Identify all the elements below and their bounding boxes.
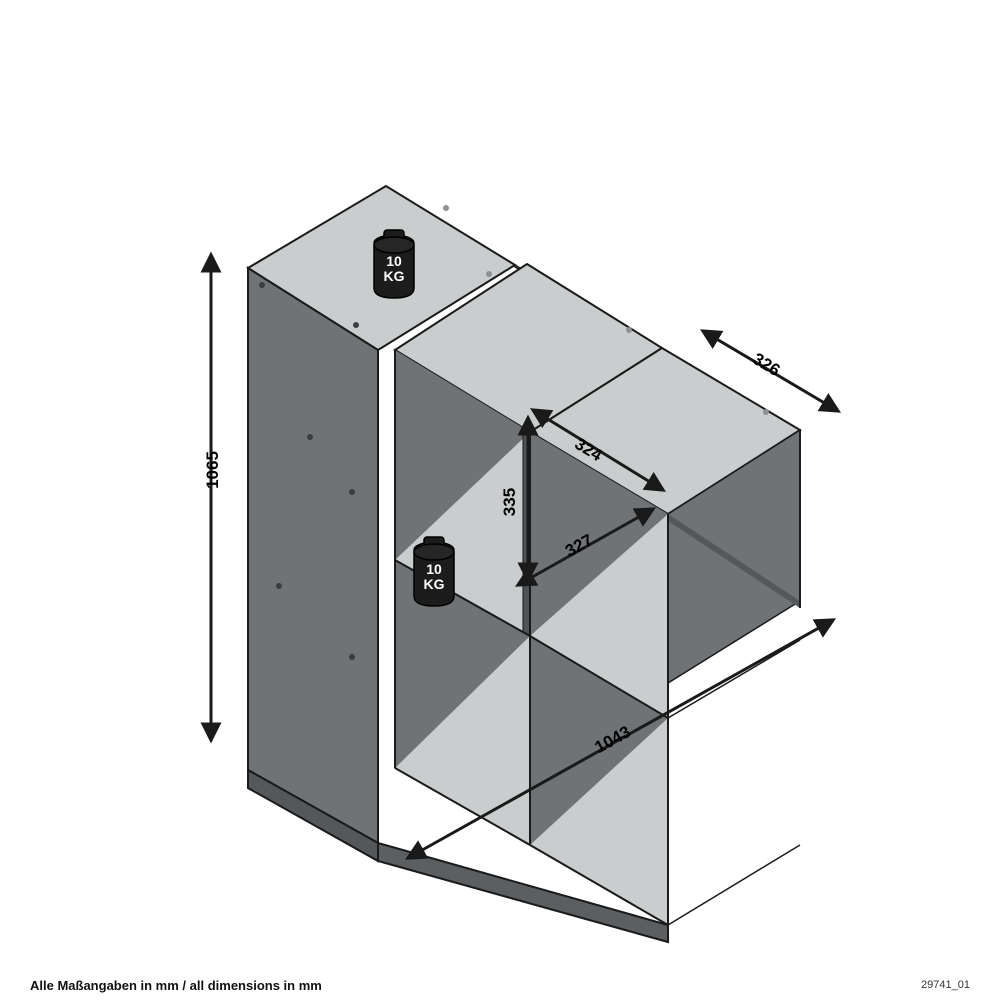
footer-note: Alle Maßangaben in mm / all dimensions in mm bbox=[30, 978, 322, 993]
dowel-hole bbox=[259, 282, 265, 288]
weight-icon-top bbox=[374, 230, 414, 298]
dowel-hole bbox=[349, 654, 355, 660]
dimension-label-height: 1065 bbox=[202, 451, 222, 489]
reference-code: 29741_01 bbox=[921, 979, 970, 991]
weight-icon-shelf bbox=[414, 537, 454, 606]
dowel-hole bbox=[763, 409, 769, 415]
dimension-label-compartment-height: 335 bbox=[500, 487, 520, 517]
dowel-hole bbox=[276, 583, 282, 589]
dowel-hole bbox=[307, 434, 313, 440]
dimension-label-compartment-depth: 324 bbox=[571, 434, 606, 466]
dowel-hole bbox=[349, 489, 355, 495]
weight-unit-top: KG bbox=[383, 268, 405, 284]
dowel-hole bbox=[353, 322, 359, 328]
dimension-label-width: 1043 bbox=[591, 722, 634, 758]
dimension-label-compartment-width: 327 bbox=[561, 530, 596, 561]
weight-amount-shelf: 10 bbox=[426, 561, 442, 577]
weight-amount-top: 10 bbox=[386, 253, 402, 269]
left-side-panel bbox=[248, 268, 378, 843]
shelf-bottom-right bbox=[668, 845, 800, 925]
weight-unit-shelf: KG bbox=[423, 576, 445, 592]
dowel-hole bbox=[626, 327, 632, 333]
dowel-hole bbox=[486, 271, 492, 277]
shelf-unit bbox=[248, 186, 800, 942]
dowel-hole bbox=[443, 205, 449, 211]
dimension-label-depth: 326 bbox=[749, 349, 784, 381]
